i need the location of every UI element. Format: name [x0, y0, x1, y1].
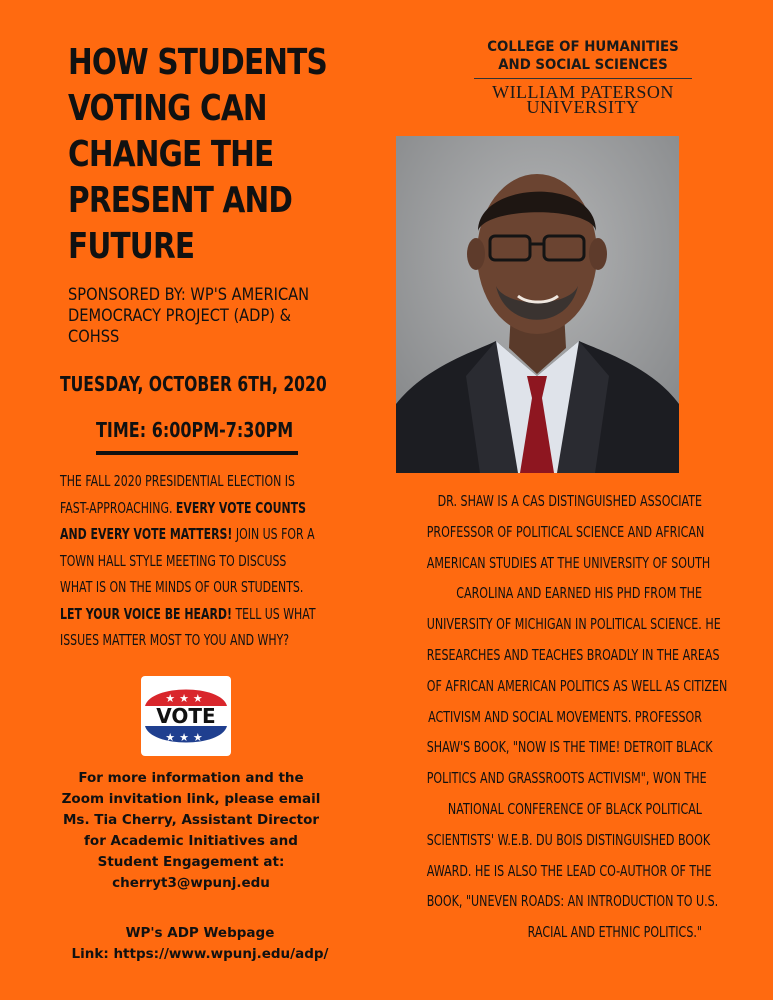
- event-time: TIME: 6:00PM-7:30PM: [96, 418, 294, 442]
- logo-divider: [474, 78, 692, 79]
- event-date: TUESDAY, OCTOBER 6TH, 2020: [60, 372, 327, 396]
- speaker-bio: [330, 486, 728, 948]
- sponsor-line: COHSS: [68, 327, 120, 347]
- intro-text: FAST-APPROACHING.: [60, 498, 173, 517]
- intro-line: [60, 548, 287, 575]
- event-title: [68, 40, 371, 270]
- bio-line: CAROLINA AND EARNED HIS PHD FROM THE: [456, 584, 702, 603]
- university-name: [474, 82, 692, 117]
- intro-line: [60, 601, 316, 628]
- bio-line: SCIENTISTS' W.E.B. DU BOIS DISTINGUISHED BOOK: [426, 830, 711, 849]
- adp-link-url: Link: https://www.wpunj.edu/adp/: [71, 946, 329, 962]
- time-underline: [96, 451, 298, 455]
- intro-paragraph: [60, 468, 350, 654]
- bio-line: UNIVERSITY OF MICHIGAN IN POLITICAL SCIENCE. HE: [426, 615, 721, 634]
- title-line: CHANGE THE: [68, 134, 274, 175]
- contact-line: for Academic Initiatives and: [84, 833, 298, 849]
- bio-line: BOOK, "UNEVEN ROADS: AN INTRODUCTION TO U.S.: [426, 892, 719, 911]
- intro-text: WHAT IS ON THE MINDS OF OUR STUDENTS.: [60, 578, 304, 596]
- intro-text: THE FALL 2020 PRESIDENTIAL ELECTION IS: [60, 472, 295, 490]
- college-name: [474, 38, 692, 74]
- intro-line: [60, 495, 307, 522]
- speaker-portrait: [396, 136, 679, 473]
- sponsor-text: [68, 285, 352, 348]
- contact-line: Zoom invitation link, please email: [61, 791, 321, 807]
- bio-line: RACIAL AND ETHNIC POLITICS.": [527, 923, 702, 942]
- college-name-line: COLLEGE OF HUMANITIES: [487, 39, 679, 55]
- intro-line: [60, 627, 290, 654]
- intro-line: [60, 574, 304, 601]
- intro-text: JOIN US FOR A: [235, 525, 315, 543]
- intro-text: TOWN HALL STYLE MEETING TO DISCUSS: [60, 551, 287, 570]
- intro-emphasis: AND EVERY VOTE MATTERS!: [60, 525, 233, 543]
- intro-text: ISSUES MATTER MOST TO YOU AND WHY?: [60, 631, 290, 649]
- contact-email: cherryt3@wpunj.edu: [112, 875, 270, 891]
- intro-emphasis: EVERY VOTE COUNTS: [175, 498, 307, 517]
- vote-badge-icon: [141, 676, 231, 756]
- vote-badge-label: VOTE: [156, 704, 216, 728]
- intro-emphasis: LET YOUR VOICE BE HEARD!: [60, 604, 232, 623]
- bio-line: DR. SHAW IS A CAS DISTINGUISHED ASSOCIATE: [437, 492, 702, 510]
- bio-line: PROFESSOR OF POLITICAL SCIENCE AND AFRICAN: [426, 522, 705, 541]
- college-name-line: AND SOCIAL SCIENCES: [498, 57, 668, 73]
- sponsor-line: DEMOCRACY PROJECT (ADP) &: [68, 306, 292, 326]
- title-line: VOTING CAN: [68, 88, 267, 129]
- university-name-line: UNIVERSITY: [526, 97, 640, 117]
- contact-line: Student Engagement at:: [97, 854, 285, 870]
- bio-line: AWARD. HE IS ALSO THE LEAD CO-AUTHOR OF THE: [426, 861, 712, 880]
- intro-text: TELL US WHAT: [235, 604, 316, 623]
- vote-badge-stars-top: ★★★: [165, 692, 207, 705]
- university-name-line: WILLIAM PATERSON: [492, 82, 674, 102]
- title-line: HOW STUDENTS: [68, 42, 327, 83]
- adp-line: WP's ADP Webpage: [125, 925, 275, 941]
- contact-info: [40, 768, 342, 894]
- vote-badge-stars-bottom: ★★★: [165, 731, 207, 744]
- bio-line: ACTIVISM AND SOCIAL MOVEMENTS. PROFESSOR: [428, 707, 702, 726]
- intro-line: [60, 521, 315, 548]
- sponsor-line: SPONSORED BY: WP'S AMERICAN: [68, 285, 310, 305]
- bio-line: NATIONAL CONFERENCE OF BLACK POLITICAL: [447, 799, 702, 818]
- bio-line: RESEARCHES AND TEACHES BROADLY IN THE AREAS: [426, 645, 720, 664]
- contact-line: For more information and the: [78, 770, 304, 786]
- intro-line: [60, 468, 295, 495]
- adp-webpage-info: [40, 923, 360, 965]
- bio-line: OF AFRICAN AMERICAN POLITICS AS WELL AS CITIZEN: [426, 676, 728, 695]
- bio-line: AMERICAN STUDIES AT THE UNIVERSITY OF SOUTH: [426, 553, 711, 572]
- bio-line: POLITICS AND GRASSROOTS ACTIVISM", WON THE: [426, 769, 707, 788]
- bio-line: SHAW'S BOOK, "NOW IS THE TIME! DETROIT BLACK: [426, 738, 713, 757]
- college-logo: [474, 38, 692, 115]
- contact-line: Ms. Tia Cherry, Assistant Director: [62, 812, 320, 828]
- title-line: PRESENT AND: [68, 180, 293, 221]
- title-line: FUTURE: [68, 226, 195, 267]
